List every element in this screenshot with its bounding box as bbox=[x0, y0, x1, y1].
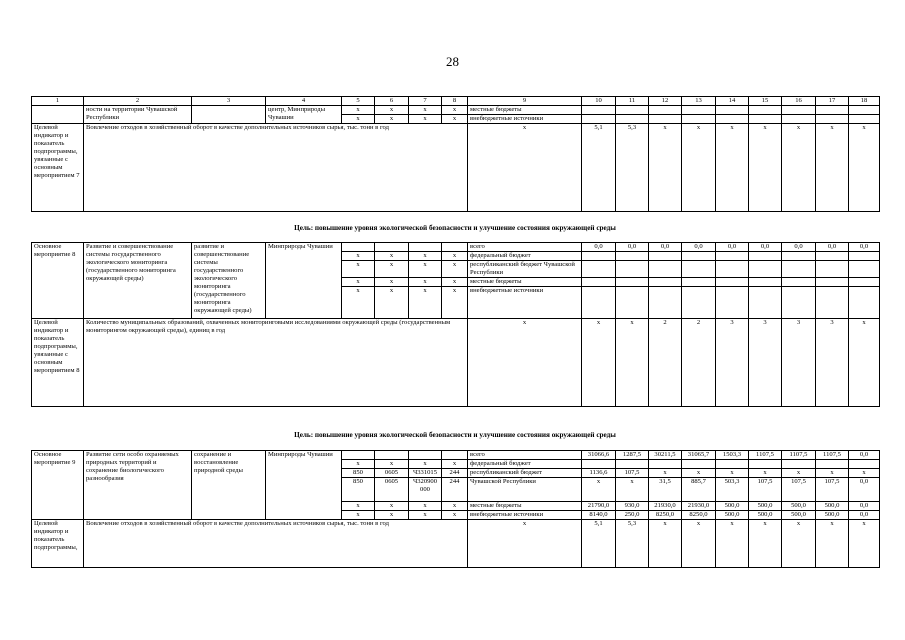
cell-code: х bbox=[342, 115, 375, 124]
cell-value: 0,0 bbox=[782, 243, 816, 252]
indicator-text: Количество муниципальных образований, охваченных мониторинговыми исследованиями окружающей среды (государственным мониторингом окружающей среды), единиц в год bbox=[84, 319, 468, 407]
cell-value bbox=[749, 261, 782, 278]
cell-value: 500,0 bbox=[749, 511, 782, 520]
column-header: 9 bbox=[468, 97, 582, 106]
cell-code: х bbox=[409, 252, 442, 261]
cell-value: 1107,5 bbox=[782, 451, 816, 460]
cell-code: х bbox=[409, 460, 442, 469]
cell-code: х bbox=[375, 261, 409, 278]
cell-code: х bbox=[409, 502, 442, 511]
cell-value: 107,5 bbox=[616, 469, 649, 478]
cell-code bbox=[409, 451, 442, 460]
cell-code: х bbox=[375, 287, 409, 319]
cell-value: 5,3 bbox=[616, 520, 649, 568]
column-header: 4 bbox=[266, 97, 342, 106]
cell-value bbox=[682, 278, 716, 287]
cell-executor: Минприроды Чувашии bbox=[266, 451, 342, 520]
cell-value: х bbox=[816, 520, 849, 568]
cell-code bbox=[442, 451, 468, 460]
cell-value bbox=[616, 261, 649, 278]
cell-value bbox=[682, 287, 716, 319]
cell-code: х bbox=[442, 511, 468, 520]
cell-measure: Основное мероприятие 9 bbox=[32, 451, 84, 520]
cell-value: 0,0 bbox=[849, 502, 880, 511]
cell-value: 3 bbox=[816, 319, 849, 407]
column-header: 17 bbox=[816, 97, 849, 106]
cell-value: 30211,5 bbox=[649, 451, 682, 460]
cell-value bbox=[849, 252, 880, 261]
section-goal-heading: Цель: повышение уровня экологической безопасности и улучшение состояния окружающей среды bbox=[294, 224, 616, 232]
cell-value: 500,0 bbox=[816, 511, 849, 520]
column-header: 12 bbox=[649, 97, 682, 106]
cell-value: 0,0 bbox=[649, 243, 682, 252]
cell-value bbox=[849, 287, 880, 319]
cell-code: Ч331015 bbox=[409, 469, 442, 478]
cell-value: 0,0 bbox=[616, 243, 649, 252]
cell-value: 500,0 bbox=[782, 502, 816, 511]
cell-value: х bbox=[716, 520, 749, 568]
indicator-text: Вовлечение отходов в хозяйственный оборот в качестве дополнительных источников сырья, тыс. тонн в год bbox=[84, 520, 468, 568]
cell-value: 107,5 bbox=[816, 478, 849, 502]
cell-source: внебюджетные источники bbox=[468, 115, 582, 124]
cell-value: 3 bbox=[716, 319, 749, 407]
cell-value: х bbox=[649, 124, 682, 212]
table-block-2 bbox=[31, 242, 880, 407]
cell-code: х bbox=[342, 460, 375, 469]
table-block-1 bbox=[31, 96, 880, 212]
cell-code: х bbox=[409, 261, 442, 278]
cell-code: х bbox=[375, 278, 409, 287]
cell-value: 21930,0 bbox=[649, 502, 682, 511]
cell-code: х bbox=[375, 502, 409, 511]
cell-purpose: сохранение и восстановление природной среды bbox=[192, 451, 266, 520]
cell-value: х bbox=[849, 469, 880, 478]
cell-code: х bbox=[342, 287, 375, 319]
cell-value bbox=[582, 460, 616, 469]
cell-code: х bbox=[409, 278, 442, 287]
cell-source: х bbox=[468, 520, 582, 568]
cell-value: х bbox=[749, 469, 782, 478]
indicator-label: Целевой индикатор и показатель подпрограммы, увязанные с основным мероприятием 7 bbox=[32, 124, 84, 212]
page-number: 28 bbox=[446, 54, 459, 69]
cell-value: х bbox=[749, 520, 782, 568]
cell-value: 500,0 bbox=[816, 502, 849, 511]
cell-value bbox=[649, 460, 682, 469]
cell-code bbox=[409, 243, 442, 252]
cell-code bbox=[442, 243, 468, 252]
cell-value bbox=[649, 252, 682, 261]
cell-code: х bbox=[375, 252, 409, 261]
cell-code bbox=[375, 243, 409, 252]
cell-value bbox=[849, 261, 880, 278]
cell-value: 0,0 bbox=[682, 243, 716, 252]
cell-value: 31065,7 bbox=[682, 451, 716, 460]
cell-code: х bbox=[342, 252, 375, 261]
cell-source: республиканский бюджет bbox=[468, 469, 582, 478]
cell-value bbox=[582, 278, 616, 287]
column-header: 15 bbox=[749, 97, 782, 106]
cell-value: 5,3 bbox=[616, 124, 649, 212]
cell-value: х bbox=[582, 478, 616, 502]
cell-source: всего bbox=[468, 451, 582, 460]
cell-value: 885,7 bbox=[682, 478, 716, 502]
header-row bbox=[32, 97, 880, 106]
cell-value: 21790,0 bbox=[582, 502, 616, 511]
cell-code: х bbox=[409, 106, 442, 115]
cell-value: х bbox=[816, 469, 849, 478]
cell-value bbox=[649, 261, 682, 278]
cell-source: республиканский бюджет Чувашской Республики bbox=[468, 261, 582, 278]
cell-code bbox=[375, 451, 409, 460]
cell-value: х bbox=[682, 469, 716, 478]
cell-value: 0,0 bbox=[849, 243, 880, 252]
cell-value bbox=[782, 278, 816, 287]
cell-value: 8250,0 bbox=[649, 511, 682, 520]
cell-value: х bbox=[849, 124, 880, 212]
cell-value bbox=[849, 460, 880, 469]
cell-value: х bbox=[782, 520, 816, 568]
column-header: 10 bbox=[582, 97, 616, 106]
cell-code: 244 bbox=[442, 478, 468, 502]
cell-value bbox=[782, 460, 816, 469]
cell-value bbox=[616, 287, 649, 319]
cell-value bbox=[616, 252, 649, 261]
cell-code: х bbox=[375, 511, 409, 520]
cell-measure-title: Развитие сети особо охраняемых природных территорий и сохранение биологического разнообразия bbox=[84, 451, 192, 520]
column-header: 8 bbox=[442, 97, 468, 106]
cell-value bbox=[716, 278, 749, 287]
cell-value bbox=[782, 252, 816, 261]
cell-value bbox=[849, 278, 880, 287]
cell-source: Чувашской Республики bbox=[468, 478, 582, 502]
cell-code: х bbox=[409, 287, 442, 319]
cell-value bbox=[616, 278, 649, 287]
cell-value bbox=[682, 261, 716, 278]
cell-code: 850 bbox=[342, 469, 375, 478]
cell-value: х bbox=[816, 124, 849, 212]
cell-value bbox=[749, 252, 782, 261]
cell-value: х bbox=[682, 124, 716, 212]
cell-source: внебюджетные источники bbox=[468, 511, 582, 520]
cell-value: х bbox=[716, 124, 749, 212]
cell-value: 250,0 bbox=[616, 511, 649, 520]
cell-value bbox=[582, 287, 616, 319]
cell-value: 107,5 bbox=[749, 478, 782, 502]
column-header: 13 bbox=[682, 97, 716, 106]
cell-value: 503,3 bbox=[716, 478, 749, 502]
cell-value bbox=[782, 287, 816, 319]
cell-value: х bbox=[616, 478, 649, 502]
cell-value: 0,0 bbox=[716, 243, 749, 252]
cell-code: х bbox=[409, 511, 442, 520]
cell-code: х bbox=[442, 106, 468, 115]
column-header: 3 bbox=[192, 97, 266, 106]
cell-code: х bbox=[442, 261, 468, 278]
cell-source: внебюджетные источники bbox=[468, 287, 582, 319]
cell-code: х bbox=[375, 115, 409, 124]
cell-value: 107,5 bbox=[782, 478, 816, 502]
section-goal-heading: Цель: повышение уровня экологической безопасности и улучшение состояния окружающей среды bbox=[294, 431, 616, 439]
cell-value: 0,0 bbox=[849, 478, 880, 502]
cell-value: 0,0 bbox=[582, 243, 616, 252]
column-header: 14 bbox=[716, 97, 749, 106]
cell-value: х bbox=[582, 319, 616, 407]
indicator-label: Целевой индикатор и показатель подпрограммы, bbox=[32, 520, 84, 568]
cell-value: 0,0 bbox=[849, 511, 880, 520]
cell-value bbox=[749, 278, 782, 287]
cell-value bbox=[816, 287, 849, 319]
cell-value bbox=[716, 261, 749, 278]
cell-program: ности на территории Чувашской Республики bbox=[84, 106, 192, 124]
column-header: 5 bbox=[342, 97, 375, 106]
table-row bbox=[32, 451, 880, 460]
cell-value: 31,5 bbox=[649, 478, 682, 502]
column-header: 7 bbox=[409, 97, 442, 106]
column-header: 18 bbox=[849, 97, 880, 106]
cell-value bbox=[716, 252, 749, 261]
cell-code: х bbox=[342, 106, 375, 115]
cell-value: х bbox=[616, 319, 649, 407]
cell-value: 500,0 bbox=[716, 511, 749, 520]
cell-code: 0605 bbox=[375, 478, 409, 502]
indicator-row bbox=[32, 319, 880, 407]
cell-value bbox=[816, 261, 849, 278]
cell-value bbox=[716, 460, 749, 469]
cell-value: 5,1 bbox=[582, 124, 616, 212]
column-header: 1 bbox=[32, 97, 84, 106]
cell-code: х bbox=[442, 287, 468, 319]
cell-code: х bbox=[442, 278, 468, 287]
cell-source: х bbox=[468, 124, 582, 212]
cell-value: 1107,5 bbox=[816, 451, 849, 460]
cell-value bbox=[649, 278, 682, 287]
cell-source: федеральный бюджет bbox=[468, 252, 582, 261]
cell-value bbox=[616, 460, 649, 469]
cell-value: х bbox=[649, 469, 682, 478]
cell-value: 2 bbox=[682, 319, 716, 407]
cell-value: 0,0 bbox=[749, 243, 782, 252]
cell-code: х bbox=[442, 460, 468, 469]
cell-code: х bbox=[442, 115, 468, 124]
cell-value: 31066,6 bbox=[582, 451, 616, 460]
cell-source: местные бюджеты bbox=[468, 278, 582, 287]
cell-value bbox=[716, 287, 749, 319]
cell-code: 850 bbox=[342, 478, 375, 502]
cell-source: местные бюджеты bbox=[468, 502, 582, 511]
cell-executor: центр, Минприроды Чувашии bbox=[266, 106, 342, 124]
column-header: 11 bbox=[616, 97, 649, 106]
cell-value: х bbox=[849, 319, 880, 407]
column-header: 6 bbox=[375, 97, 409, 106]
cell-value: 1107,5 bbox=[749, 451, 782, 460]
cell-value: 500,0 bbox=[716, 502, 749, 511]
cell-code: х bbox=[342, 261, 375, 278]
cell-value: 0,0 bbox=[849, 451, 880, 460]
cell-code: Ч320900 000 bbox=[409, 478, 442, 502]
cell-value: х bbox=[782, 469, 816, 478]
cell-value: 1136,6 bbox=[582, 469, 616, 478]
cell-value: х bbox=[649, 520, 682, 568]
indicator-row bbox=[32, 520, 880, 568]
cell-value: 5,1 bbox=[582, 520, 616, 568]
cell-value bbox=[749, 460, 782, 469]
cell-value: 0,0 bbox=[816, 243, 849, 252]
cell-code: х bbox=[442, 502, 468, 511]
table-row bbox=[32, 106, 880, 115]
cell-value: х bbox=[682, 520, 716, 568]
cell-value: х bbox=[782, 124, 816, 212]
cell-value: 1287,5 bbox=[616, 451, 649, 460]
cell-code: х bbox=[375, 106, 409, 115]
cell-value: 8140,0 bbox=[582, 511, 616, 520]
cell-code: х bbox=[342, 502, 375, 511]
cell-code: 244 bbox=[442, 469, 468, 478]
cell-measure-title: Развитие и совершенствование системы государственного экологического мониторинга (государственного мониторинга окружающей среды) bbox=[84, 243, 192, 319]
cell-value: 1503,3 bbox=[716, 451, 749, 460]
cell-value bbox=[649, 287, 682, 319]
cell-value: х bbox=[749, 124, 782, 212]
cell-value: 500,0 bbox=[749, 502, 782, 511]
cell-value bbox=[582, 252, 616, 261]
column-header: 2 bbox=[84, 97, 192, 106]
cell-value bbox=[782, 261, 816, 278]
cell-value: 500,0 bbox=[782, 511, 816, 520]
cell-value bbox=[582, 261, 616, 278]
cell-purpose: развитие и совершенствование системы государственного экологического мониторинга (государственного мониторинга окружающей среды) bbox=[192, 243, 266, 319]
cell-value: 930,0 bbox=[616, 502, 649, 511]
indicator-row bbox=[32, 124, 880, 212]
cell-code: 0605 bbox=[375, 469, 409, 478]
cell-value bbox=[816, 252, 849, 261]
cell-value bbox=[682, 252, 716, 261]
table-row bbox=[32, 243, 880, 252]
cell-code: х bbox=[409, 115, 442, 124]
cell-code bbox=[342, 243, 375, 252]
cell-value: 3 bbox=[749, 319, 782, 407]
column-header: 16 bbox=[782, 97, 816, 106]
indicator-label: Целевой индикатор и показатель подпрограммы, увязанные с основным мероприятием 8 bbox=[32, 319, 84, 407]
cell-code: х bbox=[375, 460, 409, 469]
cell-source: местные бюджеты bbox=[468, 106, 582, 115]
cell-value bbox=[816, 278, 849, 287]
cell-value bbox=[749, 287, 782, 319]
cell-value: х bbox=[716, 469, 749, 478]
cell-value bbox=[682, 460, 716, 469]
cell-value: 21930,0 bbox=[682, 502, 716, 511]
cell-source: всего bbox=[468, 243, 582, 252]
cell-code: х bbox=[342, 511, 375, 520]
cell-code: х bbox=[342, 278, 375, 287]
cell-source: х bbox=[468, 319, 582, 407]
cell-executor: Минприроды Чувашии bbox=[266, 243, 342, 319]
cell-code: х bbox=[442, 252, 468, 261]
table-block-3 bbox=[31, 450, 880, 568]
cell-measure: Основное мероприятие 8 bbox=[32, 243, 84, 319]
cell-value bbox=[816, 460, 849, 469]
cell-value: 8250,0 bbox=[682, 511, 716, 520]
cell-value: х bbox=[849, 520, 880, 568]
cell-value: 3 bbox=[782, 319, 816, 407]
cell-source: федеральный бюджет bbox=[468, 460, 582, 469]
indicator-text: Вовлечение отходов в хозяйственный оборот в качестве дополнительных источников сырья, тыс. тонн в год bbox=[84, 124, 468, 212]
cell-value: 2 bbox=[649, 319, 682, 407]
cell-code bbox=[342, 451, 375, 460]
